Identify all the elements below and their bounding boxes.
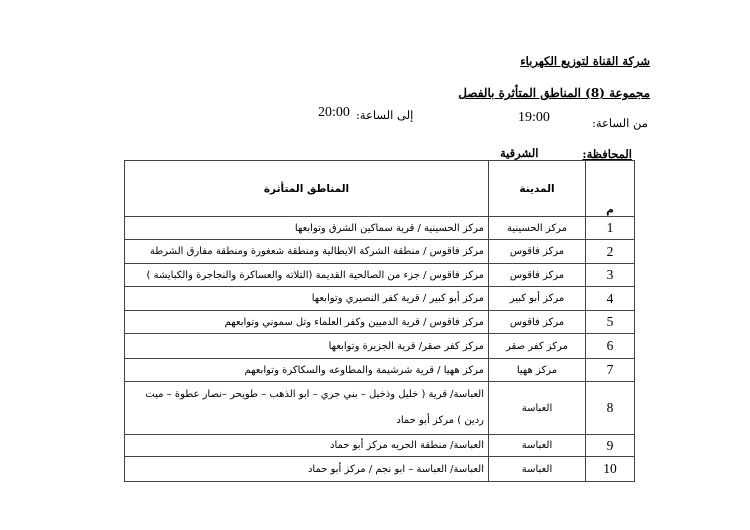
row-areas: مركز الحسينية / قرية سماكين الشرق وتوابعها [125,217,489,240]
table-row [125,217,635,240]
row-num: 7 [586,359,635,382]
row-city: مركز الحسينية [489,217,586,240]
from-time-value: 19:00 [518,110,550,125]
table-row [125,435,635,457]
table-row [125,264,635,287]
row-areas: مركز فاقوس / جزء من الصالحية القديمة (التلاته والعساكرة والنجاجرة والكبايشة ) [125,264,489,287]
row-areas: مركز فاقوس / منطقة الشركة الايطالية ومنطقة شعغورة ومنطقة مفارق الشرطة [125,240,489,264]
table-row [125,311,635,334]
row-city: العباسة [489,382,586,435]
governorate-value: الشرقية [500,146,539,160]
row-num: 8 [586,382,635,435]
row-num: 1 [586,217,635,240]
row-areas: العباسة/ منطقة الحريه مركز أبو حماد [125,435,489,457]
table-header-row [125,161,635,217]
table-row [125,382,635,435]
to-time-label: إلى الساعة: [356,108,414,122]
company-name: شركة القناة لتوزيع الكهرباء [520,54,650,68]
row-areas: مركز أبو كبير / قرية كفر النصيري وتوابعها [125,287,489,311]
row-num: 9 [586,435,635,457]
governorate-label: المحافظة: [582,147,632,161]
row-city: مركز فاقوس [489,311,586,334]
row-city: العباسة [489,435,586,457]
table-row [125,240,635,264]
row-areas: العباسة/ قرية ( خليل وذخيل – بني جري – ابو الذهب – طويحر –نصار عطوة – ميت ردين ) مركز أبو حماد [125,382,489,435]
row-num: 6 [586,334,635,359]
row-city: مركز فاقوس [489,264,586,287]
row-city: العباسة [489,457,586,482]
row-city: مركز فاقوس [489,240,586,264]
row-areas: العباسة/ العباسة – ابو نجم / مركز أبو حماد [125,457,489,482]
table-row [125,457,635,482]
header-areas: المناطق المتأثرة [125,161,489,217]
table-row [125,334,635,359]
header-num: م [586,161,635,217]
table-row [125,359,635,382]
row-num: 5 [586,311,635,334]
row-city: مركز ههيا [489,359,586,382]
row-city: مركز أبو كبير [489,287,586,311]
row-areas: مركز كفر صقر/ قرية الجزيرة وتوابعها [125,334,489,359]
row-num: 3 [586,264,635,287]
row-num: 4 [586,287,635,311]
table-row [125,287,635,311]
affected-areas-table [124,160,635,482]
from-time-label: من الساعة: [592,116,648,130]
row-city: مركز كفر صقر [489,334,586,359]
header-city: المدينة [489,161,586,217]
row-num: 2 [586,240,635,264]
row-areas: مركز فاقوس / قرية الدميين وكفر العلماء وتل سموني وتوابعهم [125,311,489,334]
to-time-value: 20:00 [318,105,350,120]
row-areas: مركز ههيا / قرية شرشيمة والمطاوعه والسكاكرة وتوابعهم [125,359,489,382]
group-title: مجموعة (8) المناطق المتأثرة بالفصل [458,86,650,100]
row-num: 10 [586,457,635,482]
